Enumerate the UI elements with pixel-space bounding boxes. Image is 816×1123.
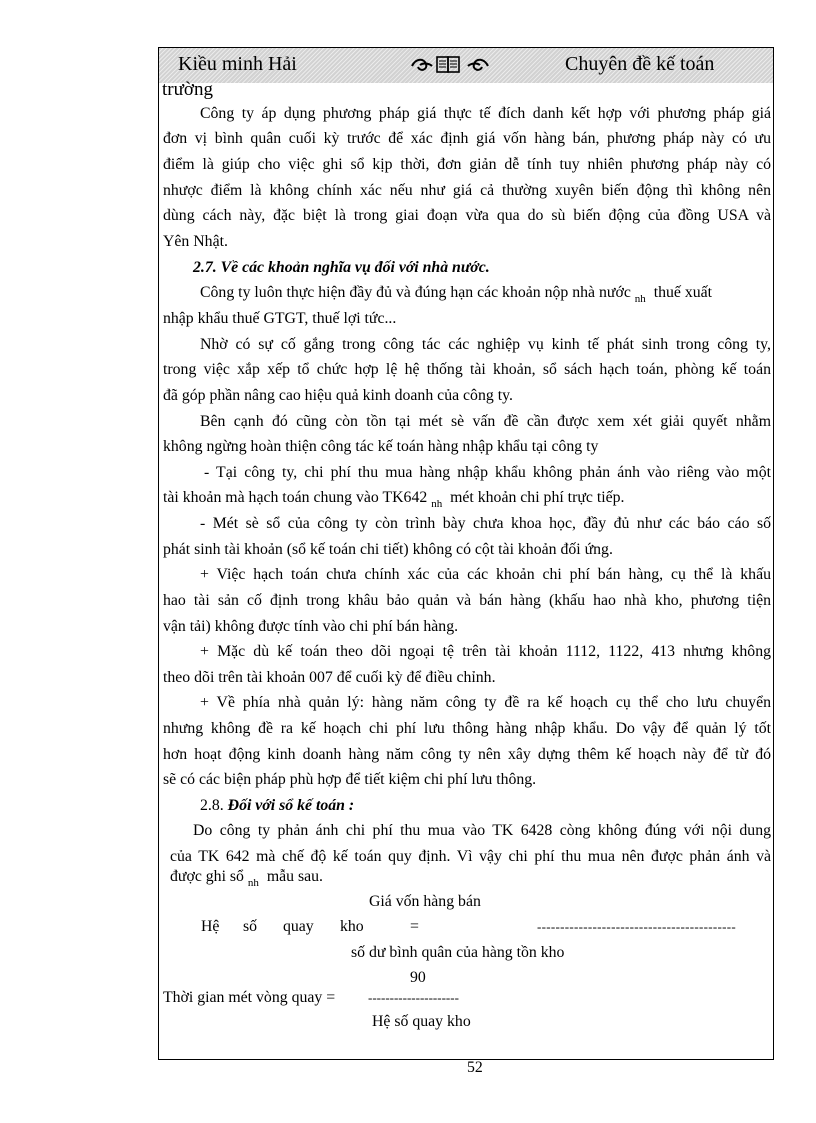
text-line: + Việc hạch toán chưa chính xác của các khoản chi phí bán hàng, cụ thể là khấu <box>200 566 771 583</box>
text-line: - Mét sè sổ của công ty còn trình bày chưa khoa học, đầy đủ như các báo cáo số <box>200 515 771 532</box>
formula2-fraction-bar: --------------------- <box>368 990 459 1005</box>
text-line: không ngừng hoàn thiện công tác kế toán hàng nhập khẩu tại công ty <box>163 438 599 455</box>
text-line: nhược điểm là không chính xác nếu như giá cả thường xuyên biến động thì không nên <box>163 182 771 199</box>
formula1-label-word: Hệ <box>201 918 220 935</box>
text-line: phát sinh tài khoản (sổ kế toán chi tiết) không có cột tài khoản đối ứng. <box>163 541 613 558</box>
section-heading-2-8: 2.8. Đối với sổ kế toán : <box>200 797 355 814</box>
text-line: tài khoản mà hạch toán chung vào TK642 $_{nh}$ mét khoản chi phí trực tiếp. <box>163 489 625 510</box>
text-line: hao tài sản cố định trong khâu bảo quản và bán hàng (khấu hao nhà kho, phương tiện <box>163 592 771 609</box>
text-line: hơn hoạt động kinh doanh hàng năm công ty nên xây dựng thêm kế hoạch này để từ đó <box>163 746 771 763</box>
text-line: đã góp phần nâng cao hiệu quả kinh doanh của công ty. <box>163 387 513 404</box>
text-line: được ghi sổ $_{nh}$ mẫu sau. <box>170 868 323 889</box>
text-line: + Về phía nhà quản lý: hàng năm công ty đề ra kế hoạch cụ thể cho lưu chuyển <box>200 694 771 711</box>
text-line: nhưng không đề ra kế hoạch chi phí lưu thông hàng nhập khẩu. Do vậy để quản lý tốt <box>163 720 771 737</box>
formula1-equals: = <box>410 918 419 935</box>
text-line: vận tải) không được tính vào chi phí bán hàng. <box>163 618 459 635</box>
formula1-label-word: số <box>243 918 258 935</box>
formula2-label: Thời gian mét vòng quay = <box>163 989 336 1006</box>
text-line: của TK 642 mà chế độ kế toán quy định. Vì vậy chi phí thu mua nên được phản ánh và <box>170 848 771 865</box>
page-number: 52 <box>467 1059 483 1076</box>
formula2-denominator: Hệ số quay kho <box>372 1013 471 1030</box>
text-line: dùng cách này, đặc biệt là trong giai đoạn vừa qua do sù biến động của đồng USA và <box>163 207 771 224</box>
section-heading-2-7: 2.7. Về các khoản nghĩa vụ đối với nhà nước. <box>193 259 490 276</box>
text-line: điểm là giúp cho việc ghi sổ kịp thời, đơn giản dễ tính tuy nhiên phương pháp này có <box>163 156 771 173</box>
text-line: Yên Nhật. <box>163 233 228 250</box>
formula1-denominator: số dư bình quân của hàng tồn kho <box>351 944 565 961</box>
formula2-numerator: 90 <box>410 969 426 986</box>
text-line: theo dõi trên tài khoản 007 để cuối kỳ để điều chỉnh. <box>163 669 496 686</box>
header-author-line2: trường <box>162 79 213 100</box>
text-line: đơn vị bình quân cuối kỳ trước để xác định giá vốn hàng bán, phương pháp này có ưu <box>163 130 771 147</box>
formula1-fraction-bar: ------------------------------------------- <box>537 919 737 934</box>
text-line: + Mặc dù kế toán theo dõi ngoại tệ trên tài khoản 1112, 1122, 413 nhưng không <box>200 643 771 660</box>
formula1-label-word: quay <box>283 918 314 935</box>
text-line: Bên cạnh đó cũng còn tồn tại mét sè vấn đề cần được xem xét giải quyết nhằm <box>200 413 771 430</box>
text-line: Công ty luôn thực hiện đầy đủ và đúng hạn các khoản nộp nhà nước $_{nh}$ thuế xuất <box>200 284 713 305</box>
text-line: - Tại công ty, chi phí thu mua hàng nhập khẩu không phản ánh vào riêng vào một <box>204 464 771 481</box>
formula1-label-word: kho <box>340 918 364 935</box>
text-line: Do công ty phản ánh chi phí thu mua vào TK 6428 còng không đúng với nội dung <box>193 822 771 839</box>
header-title: Chuyên đề kế toán <box>565 53 715 75</box>
text-line: sẽ có các biện pháp phù hợp để tiết kiệm chi phí lưu thông. <box>163 771 537 788</box>
book-ornament-icon <box>410 54 490 76</box>
text-line: Công ty áp dụng phương pháp giá thực tế đích danh kết hợp với phương pháp giá <box>200 105 771 122</box>
header-author: Kiều minh Hải <box>178 53 297 75</box>
text-line: nhập khẩu thuế GTGT, thuế lợi tức... <box>163 310 397 327</box>
text-line: trong việc xắp xếp tổ chức hợp lệ hệ thống tài khoản, sổ sách hạch toán, phòng kế toán <box>163 361 771 378</box>
text-line: Nhờ có sự cố gắng trong công tác các nghiệp vụ kinh tế phát sinh trong công ty, <box>200 336 771 353</box>
formula1-numerator: Giá vốn hàng bán <box>369 893 481 910</box>
